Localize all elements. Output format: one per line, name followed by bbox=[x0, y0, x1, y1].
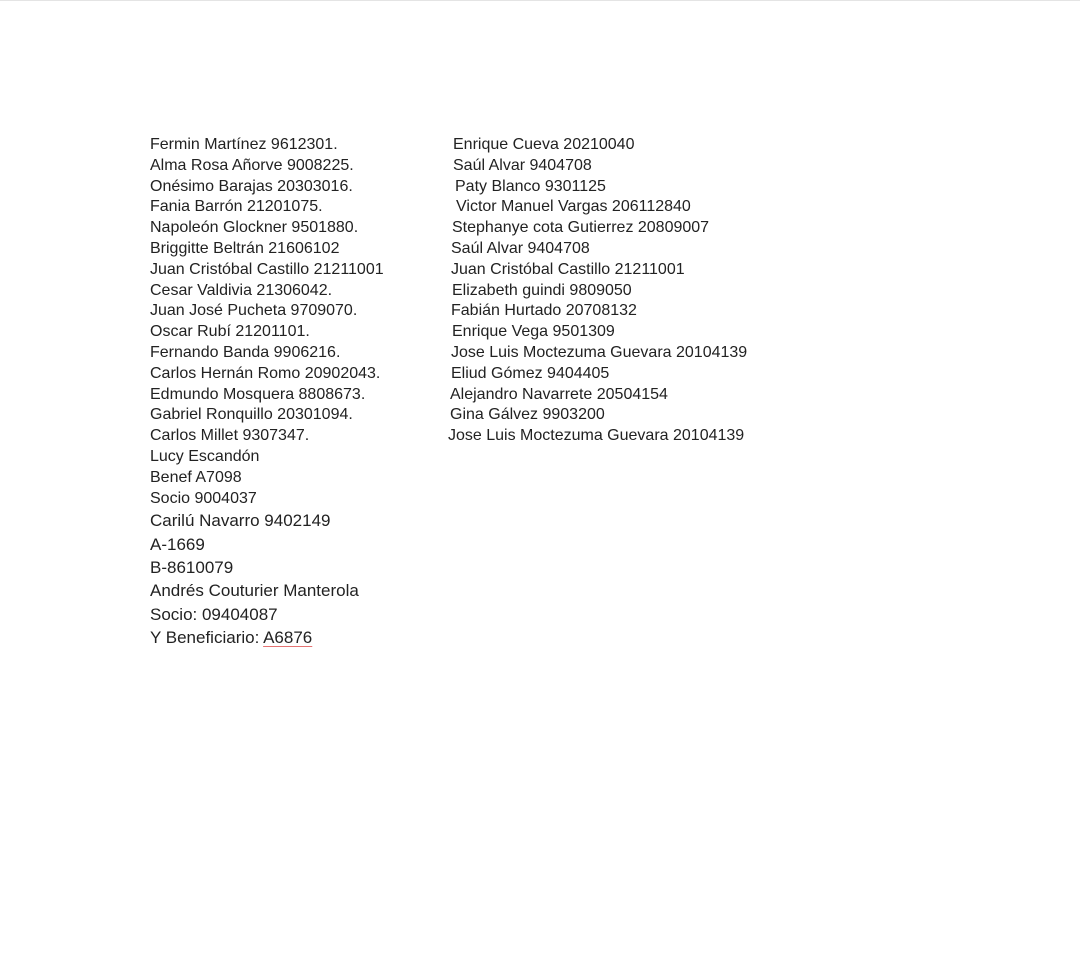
left-entry: Carlos Hernán Romo 20902043. bbox=[150, 364, 381, 382]
left-entry-beneficiary bbox=[150, 626, 384, 649]
left-column bbox=[150, 135, 384, 649]
beneficiary-value: A6876 bbox=[263, 627, 313, 647]
left-entry: Socio: 09404087 bbox=[150, 604, 278, 624]
left-entry: Andrés Couturier Manterola bbox=[150, 581, 359, 601]
right-entry: Paty Blanco 9301125 bbox=[455, 177, 606, 195]
right-entry: Saúl Alvar 9404708 bbox=[451, 239, 590, 257]
right-entry: Enrique Cueva 20210040 bbox=[453, 136, 635, 153]
left-entry: Socio 9004037 bbox=[150, 489, 257, 507]
right-entry: Saúl Alvar 9404708 bbox=[453, 156, 592, 174]
left-entry: Benef A7098 bbox=[150, 468, 242, 486]
left-entry: Juan José Pucheta 9709070. bbox=[150, 302, 358, 320]
left-entry: Oscar Rubí 21201101. bbox=[150, 323, 310, 341]
left-entry: Briggitte Beltrán 21606102 bbox=[150, 239, 340, 257]
left-entry: Fania Barrón 21201075. bbox=[150, 198, 323, 216]
right-entry: Enrique Vega 9501309 bbox=[452, 323, 615, 341]
left-entry: Napoleón Glockner 9501880. bbox=[150, 219, 359, 237]
right-entry: Stephanye cota Gutierrez 20809007 bbox=[452, 219, 710, 237]
right-entry: Alejandro Navarrete 20504154 bbox=[450, 385, 668, 403]
right-entry: Jose Luis Moctezuma Guevara 20104139 bbox=[451, 343, 748, 361]
right-column bbox=[446, 135, 747, 447]
left-entry: Fermin Martínez 9612301. bbox=[150, 136, 338, 153]
left-entry: Onésimo Barajas 20303016. bbox=[150, 177, 353, 195]
right-entry: Elizabeth guindi 9809050 bbox=[452, 281, 632, 299]
left-entry: B-8610079 bbox=[150, 557, 234, 577]
right-entry: Juan Cristóbal Castillo 21211001 bbox=[451, 260, 685, 278]
right-entry: Eliud Gómez 9404405 bbox=[451, 364, 610, 382]
right-entry: Victor Manuel Vargas 206112840 bbox=[456, 198, 691, 216]
left-entry: Fernando Banda 9906216. bbox=[150, 343, 341, 361]
left-entry: Carilú Navarro 9402149 bbox=[150, 511, 331, 531]
left-entry: Carlos Millet 9307347. bbox=[150, 427, 310, 445]
right-entry: Jose Luis Moctezuma Guevara 20104139 bbox=[448, 427, 745, 445]
left-entry: Gabriel Ronquillo 20301094. bbox=[150, 406, 353, 424]
left-entry: Cesar Valdivia 21306042. bbox=[150, 281, 333, 299]
right-entry: Fabián Hurtado 20708132 bbox=[451, 302, 637, 320]
right-entry: Gina Gálvez 9903200 bbox=[450, 406, 605, 424]
left-entry: Lucy Escandón bbox=[150, 447, 260, 465]
left-entry: Juan Cristóbal Castillo 21211001 bbox=[150, 260, 384, 278]
left-entry: A-1669 bbox=[150, 534, 205, 554]
left-entry: Alma Rosa Añorve 9008225. bbox=[150, 156, 354, 174]
beneficiary-label: Y Beneficiario: bbox=[150, 627, 264, 647]
left-entry: Edmundo Mosquera 8808673. bbox=[150, 385, 366, 403]
